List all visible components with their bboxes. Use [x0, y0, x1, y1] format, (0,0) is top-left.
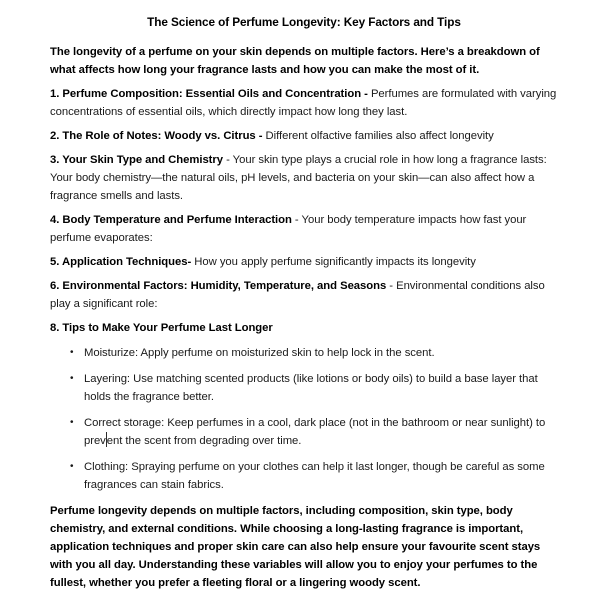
conclusion-paragraph[interactable]: Perfume longevity depends on multiple factors, including composition, skin type, body chemistry, and external conditions. While choosing a long-lasting fragrance is important, application techniques and proper skin care can also help ensure your favourite scent stays with you all day. Understanding these variables will allow you to enjoy your perfumes to the fullest, whether you prefer a fleeting floral or a lingering woody scent.	[50, 505, 541, 589]
section-1-paragraph[interactable]	[50, 85, 558, 121]
bullet-text-before-caret: Correct storage: Keep perfumes in a cool, dark place (not in the bathroom or near sunlight) to prev	[84, 417, 546, 447]
bullet-icon: •	[70, 347, 74, 358]
section-3-paragraph[interactable]	[50, 151, 558, 205]
tips-heading[interactable]: 8. Tips to Make Your Perfume Last Longer	[50, 322, 273, 334]
bullet-icon: •	[70, 373, 74, 384]
bullet-icon: •	[70, 461, 74, 472]
bullet-text: Clothing: Spraying perfume on your clothes can help it last longer, though be careful as some fragrances can stain fabrics.	[84, 461, 545, 491]
tips-list	[50, 344, 558, 494]
list-item-clothing[interactable]	[70, 458, 558, 494]
section-3-heading: 3. Your Skin Type and Chemistry	[50, 154, 223, 166]
section-2-body: Different olfactive families also affect longevity	[262, 130, 494, 142]
section-1-heading: 1. Perfume Composition: Essential Oils and Concentration -	[50, 88, 368, 100]
bullet-text-with-caret	[84, 414, 558, 450]
section-2-heading: 2. The Role of Notes: Woody vs. Citrus -	[50, 130, 263, 142]
section-5-body: How you apply perfume significantly impacts its longevity	[191, 256, 476, 268]
list-item-moisturize[interactable]	[70, 344, 558, 362]
section-4-paragraph[interactable]	[50, 211, 558, 247]
bullet-icon: •	[70, 417, 74, 428]
document-title[interactable]: The Science of Perfume Longevity: Key Factors and Tips	[147, 15, 461, 29]
section-6-paragraph[interactable]	[50, 277, 558, 313]
section-6-heading: 6. Environmental Factors: Humidity, Temperature, and Seasons	[50, 280, 387, 292]
section-4-body: - Your body temperature impacts how fast your perfume evaporates:	[50, 214, 527, 244]
bullet-text-after-caret: ent the scent from degrading over time.	[106, 435, 302, 447]
intro-paragraph[interactable]: The longevity of a perfume on your skin depends on multiple factors. Here’s a breakdown of what affects how long your fragrance lasts and how you can make the most of it.	[50, 46, 540, 76]
section-1-body: Perfumes are formulated with varying concentrations of essential oils, which directly impact how long they last.	[50, 88, 557, 118]
section-5-heading: 5. Application Techniques-	[50, 256, 192, 268]
section-4-heading: 4. Body Temperature and Perfume Interaction	[50, 214, 292, 226]
bullet-text: Layering: Use matching scented products (like lotions or body oils) to build a base layer that holds the fragrance better.	[84, 373, 538, 403]
section-2-paragraph[interactable]	[50, 127, 558, 145]
section-5-paragraph[interactable]	[50, 253, 558, 271]
list-item-layering[interactable]	[70, 370, 558, 406]
list-item-correct-storage[interactable]	[70, 414, 558, 450]
section-3-body: - Your skin type plays a crucial role in how long a fragrance lasts: Your body chemistry—the natural oils, pH levels, and bacteria on your skin—can also affect how a fragrance smells and lasts.	[50, 154, 547, 202]
section-6-body: - Environmental conditions also play a significant role:	[50, 280, 545, 310]
bullet-text: Moisturize: Apply perfume on moisturized skin to help lock in the scent.	[84, 347, 435, 359]
